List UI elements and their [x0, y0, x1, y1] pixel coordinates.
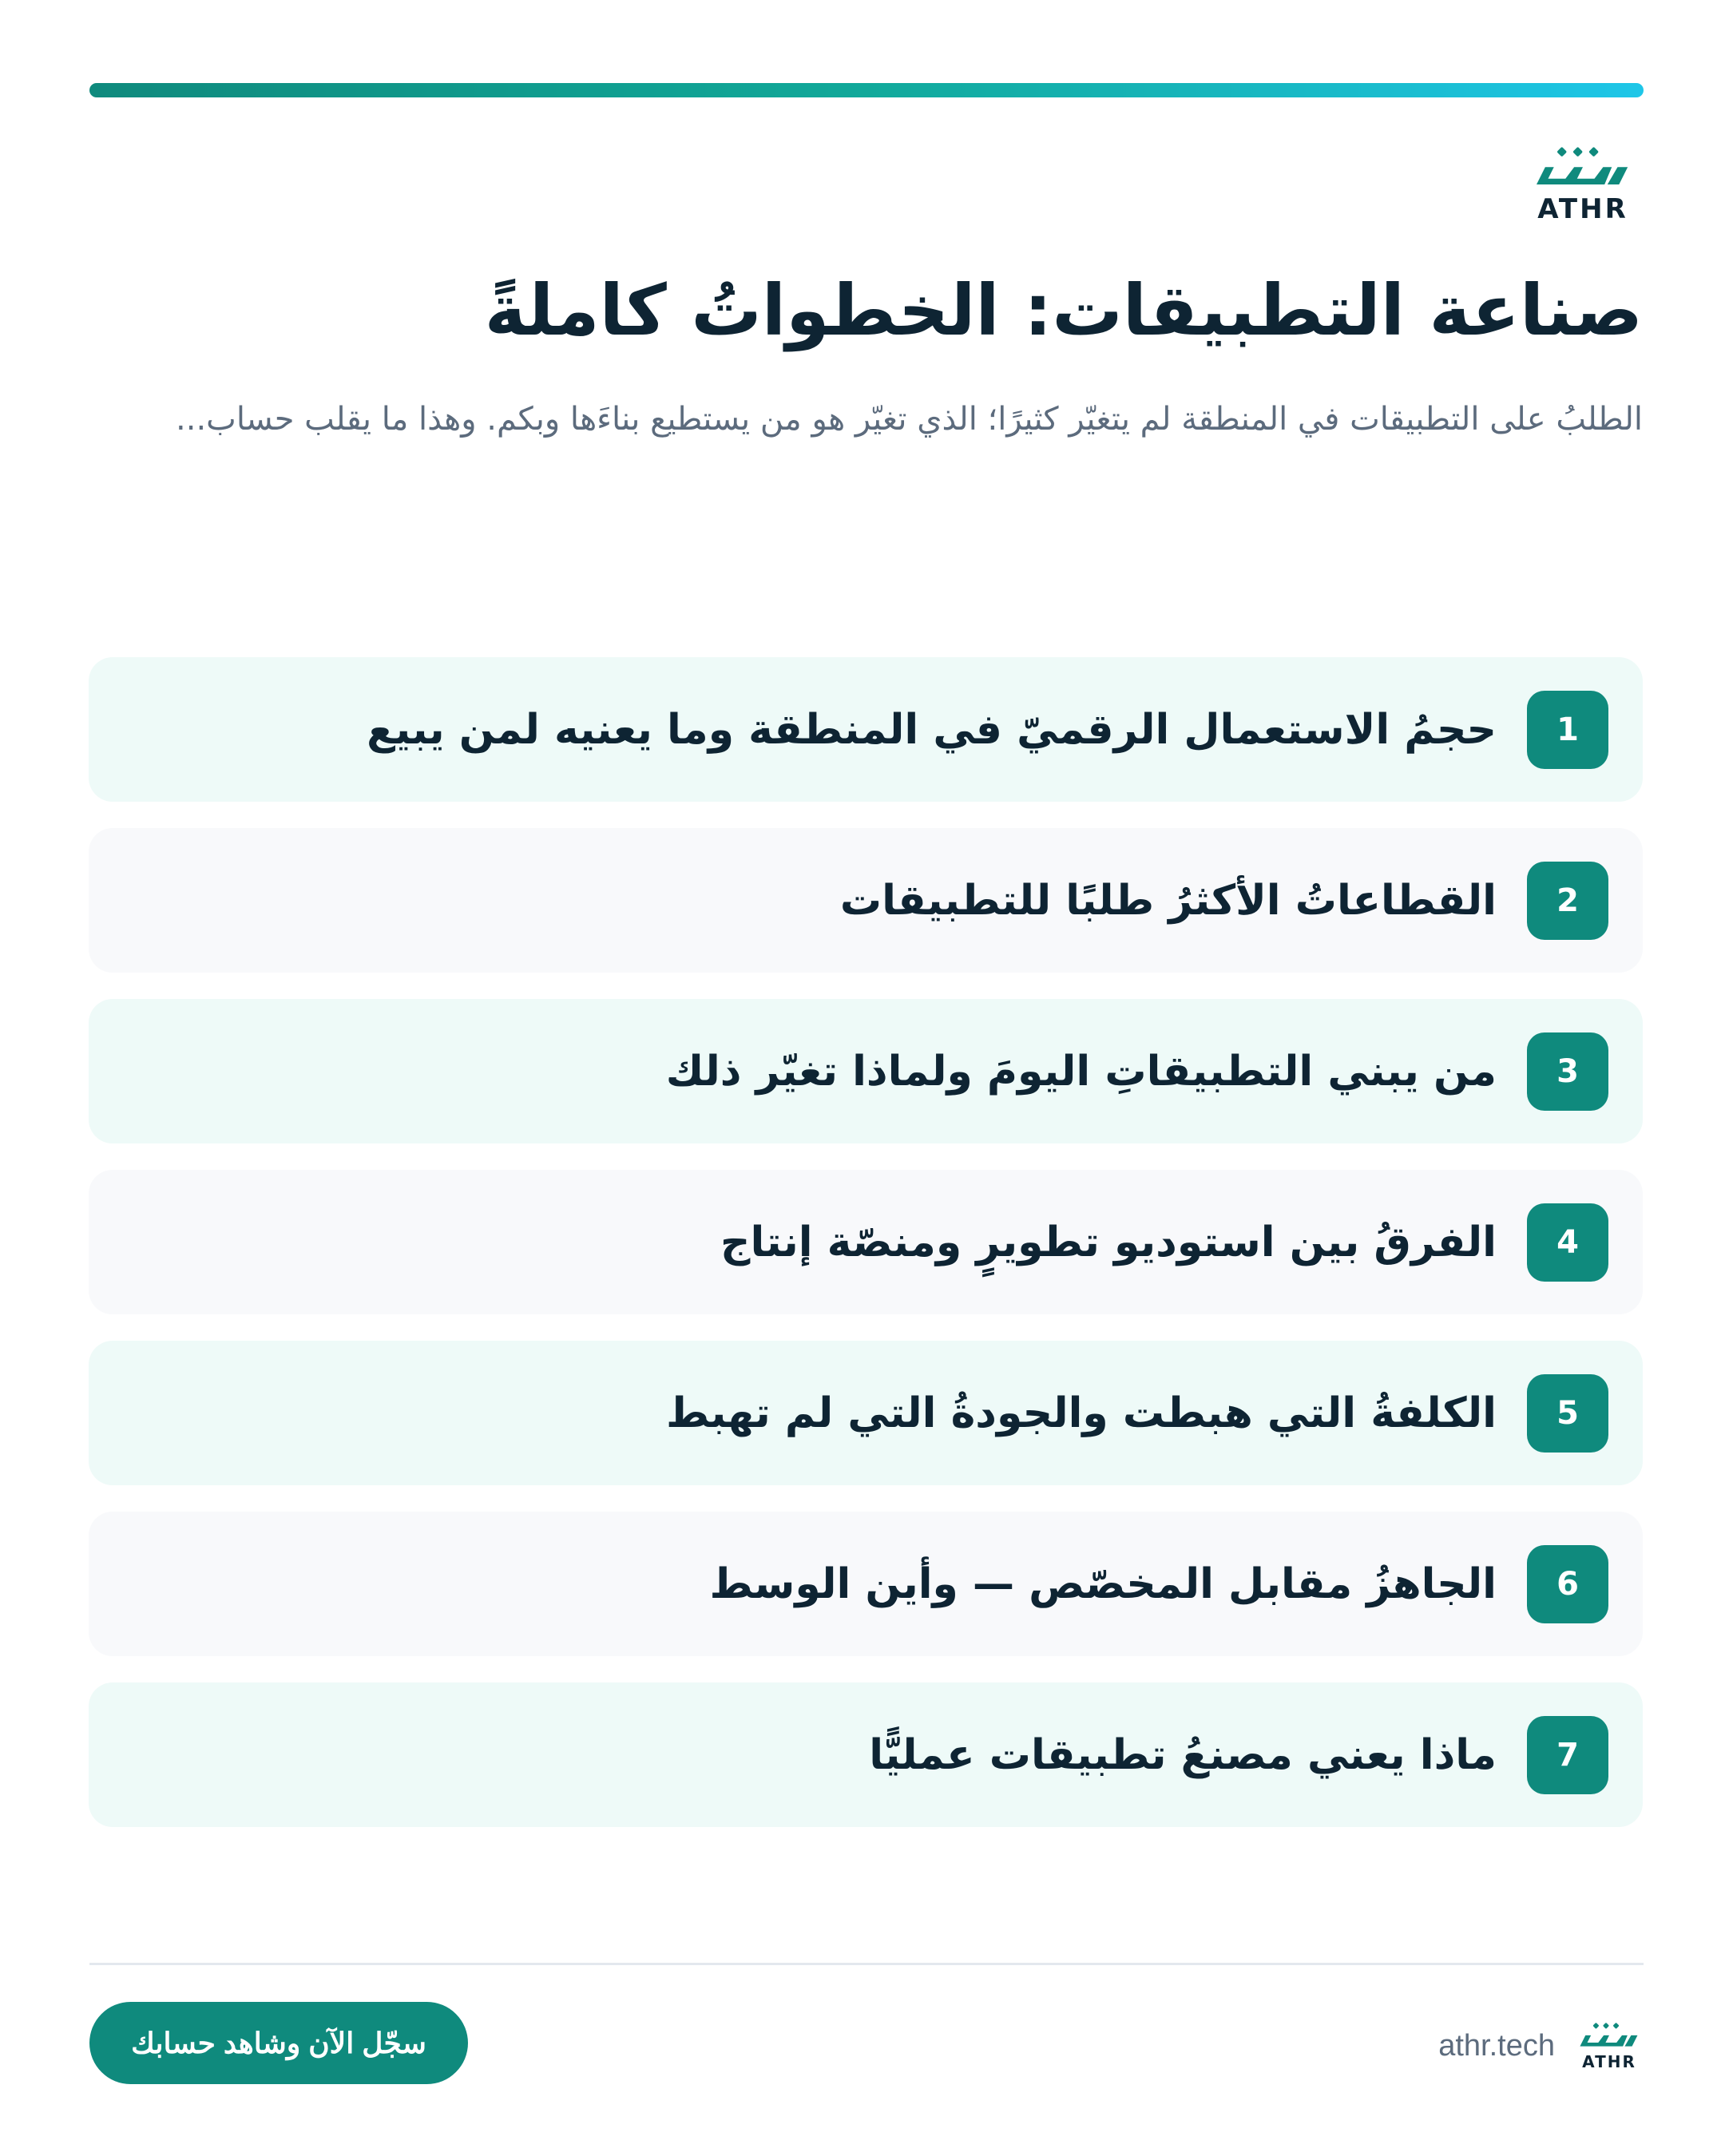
athr-logo	[1523, 145, 1643, 225]
list-item[interactable]	[89, 657, 1643, 802]
list-item[interactable]	[89, 1341, 1643, 1485]
steps-list	[89, 657, 1643, 1853]
step-number-badge: 2	[1527, 862, 1608, 940]
signup-cta-button[interactable]: سجّل الآن وشاهد حسابك	[89, 2002, 468, 2084]
step-label: ماذا يعني مصنعُ تطبيقات عمليًّا	[869, 1730, 1497, 1779]
step-label: الجاهزُ مقابل المخصّص — وأين الوسط	[709, 1560, 1497, 1608]
athr-logo-small-icon	[1577, 2020, 1641, 2052]
page-title: صناعة التطبيقات: الخطواتُ كاملةً	[484, 269, 1643, 351]
list-item[interactable]	[89, 1170, 1643, 1314]
logo-small-wordmark: ATHR	[1582, 2052, 1636, 2071]
step-label: الفرقُ بين استوديو تطويرٍ ومنصّة إنتاج	[720, 1218, 1497, 1266]
page-subtitle: الطلبُ على التطبيقات في المنطقة لم يتغيّر كثيرًا؛ الذي تغيّر هو من يستطيع بناءَها وبكم. وهذا ما يقلب حساب...	[176, 401, 1643, 438]
step-label: من يبني التطبيقاتِ اليومَ ولماذا تغيّر ذلك	[665, 1047, 1497, 1096]
step-label: حجمُ الاستعمال الرقميّ في المنطقة وما يعنيه لمن يبيع	[367, 705, 1497, 754]
step-label: القطاعاتُ الأكثرُ طلبًا للتطبيقات	[839, 876, 1497, 925]
logo-wordmark: ATHR	[1537, 193, 1628, 225]
step-number-badge: 3	[1527, 1032, 1608, 1111]
step-number-badge: 6	[1527, 1545, 1608, 1623]
site-link[interactable]: athr.tech	[1438, 2028, 1555, 2063]
step-number-badge: 7	[1527, 1716, 1608, 1794]
list-item[interactable]	[89, 828, 1643, 973]
list-item[interactable]	[89, 999, 1643, 1143]
athr-logo-small	[1576, 2020, 1643, 2071]
list-item[interactable]	[89, 1682, 1643, 1827]
step-label: الكلفةُ التي هبطت والجودةُ التي لم تهبط	[666, 1389, 1497, 1437]
step-number-badge: 5	[1527, 1374, 1608, 1453]
list-item[interactable]	[89, 1512, 1643, 1656]
top-accent-bar	[89, 83, 1644, 97]
step-number-badge: 4	[1527, 1203, 1608, 1282]
footer-divider	[89, 1963, 1644, 1965]
athr-logo-icon	[1527, 145, 1639, 192]
footer-brand	[1438, 2018, 1643, 2074]
step-number-badge: 1	[1527, 691, 1608, 769]
